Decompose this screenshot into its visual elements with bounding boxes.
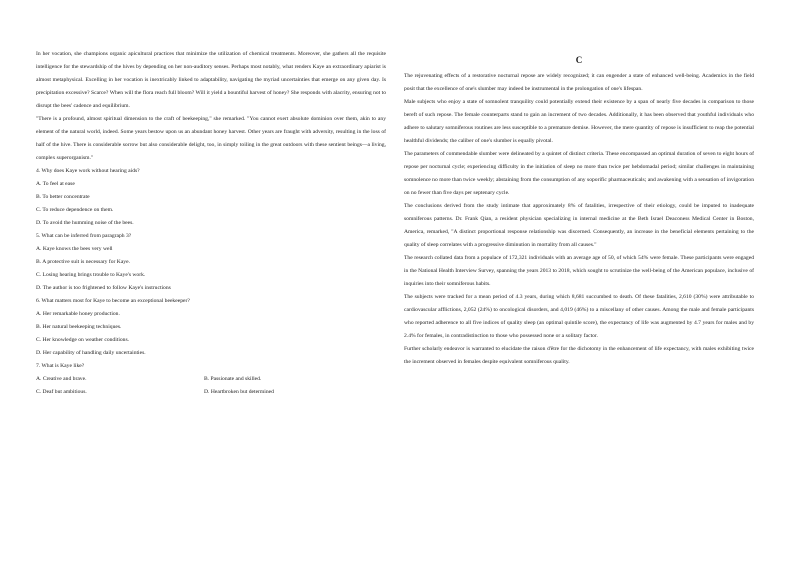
question-4 <box>36 165 386 230</box>
option-a: A. Kaye knows the bees very well <box>36 246 113 252</box>
passage-paragraph: The conclusions derived from the study intimate that approximately 8% of fatalities, irrespective of their etiology, could be imputed to inadequate somniferous patterns. Dr. Frank Qian, a resident physician specializing in internal medicine at the Beth Israel Deaconess Medical Center in Boston, America, remarked, "A distinct proportional response relationship was discerned. Consequently, an increase in the beneficial elements pertaining to the quality of sleep correlates with a progressive diminution in mortality from all causes." <box>404 203 754 248</box>
passage-paragraph: The rejuvenating effects of a restorative nocturnal repose are widely recognized; it can engender a state of enhanced well-being. Academics in the field posit that the excellence of one's slumber may indeed be instrumental in the prolongation of one's lifespan. <box>404 73 754 92</box>
passage-paragraph: The parameters of commendable slumber were delineated by a quintet of distinct criteria. These encompassed an optimal duration of seven to eight hours of repose per nocturnal cycle; experiencing difficulty in the initiation of sleep no more than twice per hebdomadal period; similar challenges in maintaining somnolence no more than twice weekly; abstaining from the consumption of any soporific pharmaceuticals; and awakening with a sensation of invigoration on no fewer than five days per septenary cycle. <box>404 151 754 196</box>
option-b: B. Passionate and skilled. <box>204 376 262 382</box>
option-d: D. Heartbroken but determined <box>204 389 274 395</box>
passage-paragraph: The subjects were tracked for a mean period of 4.3 years, during which 8,681 succumbed to death. Of these fatalities, 2,610 (30%) were attributable to cardiovascular afflictions, 2,052 (24%) to oncological disorders, and 4,019 (46%) to a miscellany of other causes. Among the male and female participants who reported adherence to all five indices of quality sleep (an optimal quintile score), the expectancy of life was augmented by 4.7 years for males and by 2.4% for females, in contradistinction to those who possessed none or a solitary factor. <box>404 294 754 339</box>
question-7 <box>36 360 386 399</box>
question-stem: 7. What is Kaye like? <box>36 363 85 369</box>
options-row <box>36 373 386 386</box>
left-column <box>36 48 386 399</box>
question-stem: 5. What can be inferred from paragraph 3? <box>36 233 132 239</box>
passage-paragraph: Male subjects who enjoy a state of somnolent tranquility could potentially extend their existence by a span of nearly five decades in comparison to those bereft of such repose. The female counterparts stand to gain an increment of two decades. Additionally, it has been observed that youthful individuals who adhere to salutary somniferous routines are less susceptible to a premature demise. However, the mere quantity of repose is insufficient to reap the potential healthful dividends; the caliber of one's slumber is equally pivotal. <box>404 99 754 144</box>
option-b: B. A protective suit is necessary for Kaye. <box>36 259 130 265</box>
option-a: A. Creative and brave. <box>36 376 87 382</box>
passage-paragraph: Further scholarly endeavor is warranted to elucidate the raison d'être for the dichotomy in the enhancement of life expectancy, with males exhibiting twice the increment observed in females despite equivalent somniferous quality. <box>404 346 754 365</box>
question-stem: 4. Why does Kaye work without hearing aids? <box>36 168 140 174</box>
option-d: D. To avoid the humming noise of the bees. <box>36 220 134 226</box>
option-a: A. To feel at ease <box>36 181 75 187</box>
question-stem: 6. What matters most for Kaye to become an exceptional beekeeper? <box>36 298 190 304</box>
passage-paragraph: In her vocation, she champions organic apicultural practices that minimize the utilization of chemical treatments. Moreover, she gathers all the requisite intelligence for the stewardship of the hives by depending on her non-auditory senses. Perhaps most notably, what renders Kaye an extraordinary apiarist is almost metaphysical. Excelling in her vocation is inextricably linked to adaptability, navigating the myriad uncertainties that emerge on any given day. Is precipitation excessive? Scarce? When will the flora reach full bloom? Will it yield a bountiful harvest of honey? She responds with alacrity, ensuring not to disrupt the bees' cadence and equilibrium. <box>36 51 386 109</box>
options-row <box>36 386 386 399</box>
option-c: C. Losing hearing brings trouble to Kaye's work. <box>36 272 146 278</box>
right-column <box>404 54 754 369</box>
option-c: C. Her knowledge on weather conditions. <box>36 337 130 343</box>
option-b: B. To better concentrate <box>36 194 90 200</box>
option-c: C. Deaf but ambitious. <box>36 389 87 395</box>
option-d: D. The author is too frightened to follow Kaye's instructions <box>36 285 171 291</box>
question-6 <box>36 295 386 360</box>
option-c: C. To reduce dependence on them. <box>36 207 114 213</box>
section-heading: C <box>575 55 583 65</box>
passage-paragraph: "There is a profound, almost spiritual dimension to the craft of beekeeping," she remarked. "You cannot exert absolute dominion over them, akin to any element of the natural world, indeed. Some years bestow upon us an abundant honey harvest. Other years are fraught with adversity, resulting in the loss of half of the hive. There is considerable sorrow but also considerable delight, too, in simply toiling in the great outdoors with these sentient beings—a living, complex superorganism." <box>36 116 386 161</box>
option-d: D. Her capability of handling daily uncertainties. <box>36 350 146 356</box>
passage-paragraph: The research collated data from a populace of 172,321 individuals with an average age of 50, of which 54% were female. These participants were engaged in the National Health Interview Survey, spanning the years 2013 to 2018, which sought to scrutinize the well-being of the American populace, inclusive of inquiries into their somniferous habits. <box>404 255 754 287</box>
question-5 <box>36 230 386 295</box>
option-a: A. Her remarkable honey production. <box>36 311 120 317</box>
option-b: B. Her natural beekeeping techniques. <box>36 324 122 330</box>
